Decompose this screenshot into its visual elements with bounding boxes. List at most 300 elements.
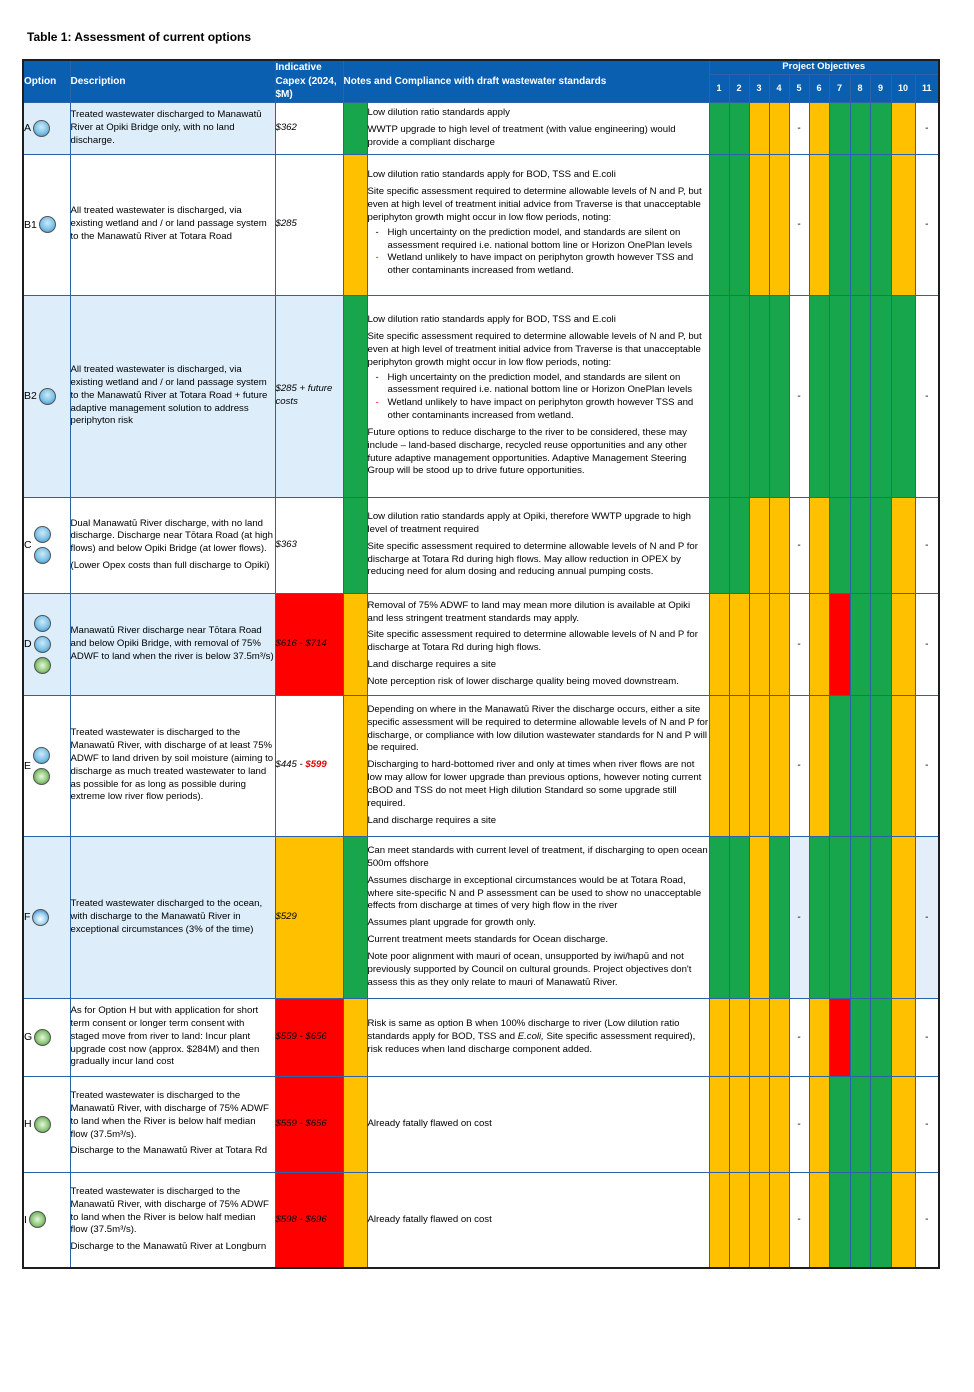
objective-1-cell bbox=[709, 154, 729, 295]
compliance-strip bbox=[343, 836, 367, 998]
capex-cell bbox=[275, 154, 343, 295]
notes-cell bbox=[367, 695, 709, 836]
objective-not-applicable: - bbox=[925, 1214, 929, 1226]
objective-not-applicable: - bbox=[797, 760, 801, 772]
description-text: (Lower Opex costs than full discharge to Opiki) bbox=[70, 560, 270, 572]
description-header: Description bbox=[70, 60, 275, 102]
objective-not-applicable: - bbox=[925, 219, 929, 231]
note-text: Assumes plant upgrade for growth only. bbox=[367, 917, 536, 929]
objective-number-5: 5 bbox=[789, 74, 809, 102]
objective-8-cell bbox=[850, 836, 870, 998]
objective-5-cell bbox=[789, 1172, 809, 1268]
option-icons bbox=[29, 1211, 46, 1228]
objective-2-cell bbox=[729, 836, 749, 998]
note-text: Site specific assessment required to determine allowable levels of N and P, but even at high level of treatment initial advice from Traverse is that unacceptable periphyton growth might occur in low flow periods, noting: bbox=[367, 186, 702, 223]
table-row bbox=[23, 295, 939, 497]
option-label-wrap bbox=[24, 909, 70, 926]
objective-2-cell bbox=[729, 593, 749, 695]
objective-1-cell bbox=[709, 102, 729, 154]
objective-4-cell bbox=[769, 102, 789, 154]
description-text: Treated wastewater is discharged to the Manawatū River, with discharge of 75% ADWF to land when the River is below half median flow (37.5m³/s). bbox=[70, 1185, 269, 1236]
objective-6-cell bbox=[809, 836, 829, 998]
objective-1-cell bbox=[709, 1172, 729, 1268]
option-label-wrap bbox=[24, 526, 70, 564]
objective-number-10: 10 bbox=[891, 74, 915, 102]
option-label: C bbox=[24, 539, 32, 552]
objective-not-applicable: - bbox=[797, 1031, 801, 1043]
objective-11-cell bbox=[915, 154, 939, 295]
objective-1-cell bbox=[709, 497, 729, 593]
land-icon bbox=[34, 1116, 51, 1133]
note-text: Already fatally flawed on cost bbox=[367, 1213, 492, 1225]
note-text: Low dilution ratio standards apply bbox=[367, 106, 510, 118]
objective-8-cell bbox=[850, 1076, 870, 1172]
note-bullet: - High uncertainty on the prediction model, and standards are silent on assessment required i.e. national bottom line or Horizon OnePlan levels bbox=[388, 372, 709, 398]
objective-3-cell bbox=[749, 1076, 769, 1172]
objective-6-cell bbox=[809, 102, 829, 154]
objective-6-cell bbox=[809, 1076, 829, 1172]
objective-5-cell bbox=[789, 295, 809, 497]
objective-3-cell bbox=[749, 295, 769, 497]
compliance-strip bbox=[343, 497, 367, 593]
objective-7-cell bbox=[829, 497, 850, 593]
land-icon bbox=[34, 657, 51, 674]
objective-2-cell bbox=[729, 295, 749, 497]
objective-9-cell bbox=[870, 998, 891, 1076]
note-text: Note poor alignment with mauri of ocean, unsupported by iwi/hapū and not previously supported by Council on cultural grounds. Project objectives don't assess this as they only relate to mauri of Manawatū River. bbox=[367, 950, 692, 988]
objective-11-cell bbox=[915, 593, 939, 695]
river-icon bbox=[34, 547, 51, 564]
description-cell bbox=[70, 102, 275, 154]
land-icon bbox=[29, 1211, 46, 1228]
objective-10-cell bbox=[891, 497, 915, 593]
objective-3-cell bbox=[749, 695, 769, 836]
option-icons bbox=[34, 1116, 51, 1133]
option-icons bbox=[33, 747, 50, 785]
objective-number-8: 8 bbox=[850, 74, 870, 102]
assessment-table bbox=[22, 59, 940, 1269]
option-label-wrap bbox=[24, 1116, 70, 1133]
objective-7-cell bbox=[829, 1076, 850, 1172]
objective-10-cell bbox=[891, 295, 915, 497]
note-text: Assumes discharge in exceptional circumstances would be at Totara Road, where site-specific N and P assessment can be used to show no unacceptable effects from discharge at times of very high flow in the river bbox=[367, 874, 702, 912]
objective-not-applicable: - bbox=[797, 122, 801, 134]
notes-cell bbox=[367, 836, 709, 998]
note-text: Site specific assessment required to determine allowable levels of N and P for discharge at Totara Rd during high flows. bbox=[367, 629, 698, 654]
objective-9-cell bbox=[870, 593, 891, 695]
objective-2-cell bbox=[729, 1172, 749, 1268]
note-text: Can meet standards with current level of treatment, if discharging to open ocean 500m offshore bbox=[367, 845, 708, 869]
objective-number-9: 9 bbox=[870, 74, 891, 102]
note-text: Low dilution ratio standards apply for BOD, TSS and E.coli bbox=[367, 169, 616, 181]
option-label-wrap bbox=[24, 615, 70, 674]
capex-cell bbox=[275, 295, 343, 497]
option-label-wrap bbox=[24, 388, 70, 405]
option-label-wrap bbox=[24, 747, 70, 785]
option-label-wrap bbox=[24, 120, 70, 137]
note-text: Current treatment meets standards for Ocean discharge. bbox=[367, 934, 608, 946]
notes-cell bbox=[367, 593, 709, 695]
notes-cell bbox=[367, 154, 709, 295]
note-text: Land discharge requires a site bbox=[367, 659, 497, 671]
objective-7-cell bbox=[829, 593, 850, 695]
objective-6-cell bbox=[809, 593, 829, 695]
table-row bbox=[23, 998, 939, 1076]
objective-7-cell bbox=[829, 836, 850, 998]
table-row bbox=[23, 497, 939, 593]
objective-1-cell bbox=[709, 836, 729, 998]
objective-7-cell bbox=[829, 1172, 850, 1268]
table-row bbox=[23, 1076, 939, 1172]
notes-cell bbox=[367, 1172, 709, 1268]
objective-4-cell bbox=[769, 836, 789, 998]
option-cell bbox=[23, 593, 70, 695]
objective-2-cell bbox=[729, 998, 749, 1076]
objective-not-applicable: - bbox=[797, 219, 801, 231]
description-cell bbox=[70, 497, 275, 593]
objective-not-applicable: - bbox=[797, 911, 801, 923]
option-label-wrap bbox=[24, 1211, 70, 1228]
objective-not-applicable: - bbox=[925, 122, 929, 134]
option-label: A bbox=[24, 122, 32, 135]
option-label: D bbox=[24, 638, 32, 651]
capex-cell bbox=[275, 1076, 343, 1172]
notes-cell bbox=[367, 497, 709, 593]
note-text bbox=[368, 1018, 709, 1057]
objective-10-cell bbox=[891, 102, 915, 154]
note-text-part: Site specific assessment required), risk reduces when land discharge component added. bbox=[367, 1030, 696, 1055]
description-cell bbox=[70, 154, 275, 295]
note-text: Discharging to hard-bottomed river and only at times when river flows are not low may allow for lower upgrade than previous options, however noting current cBOD and TSS do not meet High dilution Standard so some upgrade still required. bbox=[367, 759, 702, 809]
objective-8-cell bbox=[850, 102, 870, 154]
description-text: Discharge to the Manawatū River at Longburn bbox=[70, 1241, 267, 1253]
notes-cell bbox=[367, 998, 709, 1076]
objective-11-cell bbox=[915, 836, 939, 998]
option-label: I bbox=[24, 1213, 27, 1226]
description-text: Treated wastewater discharged to the ocean, with discharge to the Manawatū River in exceptional circumstances (3% of the time) bbox=[70, 897, 263, 935]
objective-9-cell bbox=[870, 695, 891, 836]
notes-cell bbox=[367, 1076, 709, 1172]
objective-2-cell bbox=[729, 695, 749, 836]
header-row bbox=[23, 60, 939, 74]
objective-5-cell bbox=[789, 102, 809, 154]
objective-number-11: 11 bbox=[915, 74, 939, 102]
objective-11-cell bbox=[915, 695, 939, 836]
objective-4-cell bbox=[769, 593, 789, 695]
objective-2-cell bbox=[729, 1076, 749, 1172]
objective-not-applicable: - bbox=[797, 1214, 801, 1226]
option-header: Option bbox=[23, 60, 70, 102]
objective-10-cell bbox=[891, 154, 915, 295]
notes-cell bbox=[367, 295, 709, 497]
objective-4-cell bbox=[769, 1076, 789, 1172]
objective-10-cell bbox=[891, 1172, 915, 1268]
objective-number-1: 1 bbox=[709, 74, 729, 102]
description-text: As for Option H but with application for short term consent or longer term consent with staged move from river to land: Incur plant upgrade cost now (approx. $284M) and then gradually incur land cost bbox=[70, 1005, 260, 1068]
notes-cell bbox=[367, 102, 709, 154]
objective-1-cell bbox=[709, 695, 729, 836]
objective-8-cell bbox=[850, 695, 870, 836]
option-label-wrap bbox=[24, 216, 70, 233]
objective-not-applicable: - bbox=[797, 390, 801, 402]
objective-10-cell bbox=[891, 836, 915, 998]
capex-cell bbox=[275, 836, 343, 998]
objective-1-cell bbox=[709, 998, 729, 1076]
river-icon bbox=[34, 615, 51, 632]
option-icons bbox=[34, 615, 51, 674]
table-row bbox=[23, 102, 939, 154]
capex-cell bbox=[275, 1172, 343, 1268]
objective-not-applicable: - bbox=[925, 760, 929, 772]
objective-7-cell bbox=[829, 998, 850, 1076]
option-cell bbox=[23, 836, 70, 998]
capex-value-low: $445 - bbox=[275, 759, 306, 771]
objective-8-cell bbox=[850, 497, 870, 593]
river-icon bbox=[33, 747, 50, 764]
river-icon bbox=[34, 526, 51, 543]
capex-value: $362 bbox=[275, 121, 297, 133]
capex-value: $285 + future costs bbox=[275, 383, 333, 408]
option-cell bbox=[23, 1172, 70, 1268]
description-text: Treated wastewater discharged to Manawatū River at Opiki Bridge only, with no land discharge. bbox=[70, 108, 262, 146]
objective-10-cell bbox=[891, 1076, 915, 1172]
objective-9-cell bbox=[870, 836, 891, 998]
compliance-strip bbox=[343, 154, 367, 295]
objective-8-cell bbox=[850, 154, 870, 295]
objective-5-cell bbox=[789, 695, 809, 836]
objective-11-cell bbox=[915, 102, 939, 154]
option-icons bbox=[33, 120, 50, 137]
option-cell bbox=[23, 295, 70, 497]
option-label: E bbox=[24, 759, 32, 772]
description-text: Treated wastewater is discharged to the Manawatū River, with discharge of at least 75% ADWF to land driven by soil moisture (aiming to discharge as much treated wastewater to land as possible for as long as possible during extreme low river flow periods). bbox=[70, 727, 274, 803]
option-icons bbox=[34, 526, 51, 564]
compliance-strip bbox=[343, 295, 367, 497]
objective-9-cell bbox=[870, 1076, 891, 1172]
project-objectives-header: Project Objectives bbox=[709, 60, 939, 74]
objective-not-applicable: - bbox=[797, 539, 801, 551]
objective-7-cell bbox=[829, 295, 850, 497]
option-label: G bbox=[24, 1031, 33, 1044]
river-icon bbox=[33, 120, 50, 137]
objective-8-cell bbox=[850, 998, 870, 1076]
objective-4-cell bbox=[769, 497, 789, 593]
objective-not-applicable: - bbox=[797, 638, 801, 650]
description-text: Manawatū River discharge near Tōtara Road and below Opiki Bridge, with removal of 75% ADWF to land when the river is below 37.5m³/s) bbox=[70, 624, 274, 662]
note-text: Removal of 75% ADWF to land may mean more dilution is available at Opiki and less stringent treatment standards may apply. bbox=[367, 599, 691, 624]
ocean-icon bbox=[32, 909, 49, 926]
description-cell bbox=[70, 836, 275, 998]
description-cell bbox=[70, 695, 275, 836]
objective-not-applicable: - bbox=[925, 1031, 929, 1043]
objective-6-cell bbox=[809, 998, 829, 1076]
objective-8-cell bbox=[850, 593, 870, 695]
objective-7-cell bbox=[829, 102, 850, 154]
description-cell bbox=[70, 998, 275, 1076]
description-text: Discharge to the Manawatū River at Totara Rd bbox=[70, 1145, 268, 1157]
note-text: Site specific assessment required to determine allowable levels of N and P, but even at high level of treatment initial advice from Traverse is that unacceptable periphyton growth might occur in low flow periods, noting: bbox=[367, 331, 702, 368]
compliance-strip bbox=[343, 102, 367, 154]
capex-cell bbox=[275, 593, 343, 695]
capex-value: $598 - $696 bbox=[275, 1213, 327, 1225]
objective-4-cell bbox=[769, 1172, 789, 1268]
option-label-wrap bbox=[24, 1029, 70, 1046]
objective-2-cell bbox=[729, 154, 749, 295]
capex-cell bbox=[275, 102, 343, 154]
objective-11-cell bbox=[915, 1076, 939, 1172]
option-label: B2 bbox=[24, 390, 37, 403]
capex-value: $285 bbox=[275, 218, 297, 230]
objective-number-7: 7 bbox=[829, 74, 850, 102]
objective-number-2: 2 bbox=[729, 74, 749, 102]
note-bullet: - Wetland unlikely to have impact on periphyton growth however TSS and other contaminants increased from wetland. bbox=[388, 252, 709, 278]
note-bullet: - High uncertainty on the prediction model, and standards are silent on assessment required i.e. national bottom line or Horizon OnePlan levels bbox=[388, 227, 709, 253]
objective-6-cell bbox=[809, 154, 829, 295]
objective-1-cell bbox=[709, 593, 729, 695]
option-cell bbox=[23, 1076, 70, 1172]
table-row bbox=[23, 695, 939, 836]
option-label: F bbox=[24, 911, 31, 924]
objective-4-cell bbox=[769, 154, 789, 295]
objective-4-cell bbox=[769, 295, 789, 497]
notes-header: Notes and Compliance with draft wastewater standards bbox=[343, 60, 709, 102]
river-icon bbox=[34, 636, 51, 653]
description-text: All treated wastewater is discharged, via existing wetland and / or land passage system to the Manawatū River at Totara Road + future adaptive management solution to address periphyton risk bbox=[70, 364, 268, 427]
objective-3-cell bbox=[749, 497, 769, 593]
option-icons bbox=[32, 909, 49, 926]
objective-9-cell bbox=[870, 497, 891, 593]
objective-10-cell bbox=[891, 695, 915, 836]
option-label: H bbox=[24, 1118, 32, 1131]
option-cell bbox=[23, 998, 70, 1076]
capex-cell bbox=[275, 998, 343, 1076]
note-bullets bbox=[368, 227, 709, 278]
compliance-strip bbox=[343, 998, 367, 1076]
objective-5-cell bbox=[789, 1076, 809, 1172]
note-bullets bbox=[368, 372, 709, 423]
description-cell bbox=[70, 1076, 275, 1172]
note-text: Site specific assessment required to determine allowable levels of N and P for discharge at Totara Rd during high flows. May allow reduction in OPEX by reducing need for alum dosing and reducing annual pumping costs. bbox=[367, 540, 698, 578]
objective-10-cell bbox=[891, 998, 915, 1076]
objective-3-cell bbox=[749, 1172, 769, 1268]
objective-5-cell bbox=[789, 593, 809, 695]
table-row bbox=[23, 154, 939, 295]
table-row bbox=[23, 1172, 939, 1268]
land-icon bbox=[33, 768, 50, 785]
note-bullet: - Wetland unlikely to have impact on periphyton growth however TSS and other contaminants increased from wetland. bbox=[388, 397, 709, 423]
table-row bbox=[23, 836, 939, 998]
note-text: Land discharge requires a site bbox=[367, 814, 497, 826]
objective-6-cell bbox=[809, 497, 829, 593]
description-cell bbox=[70, 1172, 275, 1268]
objective-3-cell bbox=[749, 836, 769, 998]
description-text: All treated wastewater is discharged, via existing wetland and / or land passage system to the Manawatū River at Totara Road bbox=[70, 205, 267, 243]
objective-11-cell bbox=[915, 998, 939, 1076]
description-cell bbox=[70, 295, 275, 497]
river-icon bbox=[39, 388, 56, 405]
objective-3-cell bbox=[749, 593, 769, 695]
objective-6-cell bbox=[809, 295, 829, 497]
option-icons bbox=[39, 388, 56, 405]
objective-6-cell bbox=[809, 695, 829, 836]
objective-number-3: 3 bbox=[749, 74, 769, 102]
objective-3-cell bbox=[749, 102, 769, 154]
capex-cell bbox=[275, 695, 343, 836]
capex-value: $363 bbox=[275, 538, 297, 550]
capex-value: $529 bbox=[275, 910, 297, 922]
note-text: Low dilution ratio standards apply for BOD, TSS and E.coli bbox=[367, 314, 616, 326]
note-text: Depending on where in the Manawatū River the discharge occurs, either a site specific assessment will be required to determine allowable levels of N and P for discharge, or compliance with low dilution wastewater standards for N and P will be required. bbox=[367, 703, 709, 754]
objective-5-cell bbox=[789, 836, 809, 998]
objective-1-cell bbox=[709, 295, 729, 497]
compliance-strip bbox=[343, 695, 367, 836]
capex-header: Indicative Capex (2024, $M) bbox=[275, 60, 343, 102]
option-label: B1 bbox=[24, 218, 37, 231]
capex-cell bbox=[275, 497, 343, 593]
objective-not-applicable: - bbox=[797, 1118, 801, 1130]
objective-3-cell bbox=[749, 154, 769, 295]
river-icon bbox=[39, 216, 56, 233]
note-text-italic: E.coli, bbox=[517, 1030, 544, 1042]
objective-11-cell bbox=[915, 497, 939, 593]
option-cell bbox=[23, 497, 70, 593]
capex-value: $559 - $656 bbox=[275, 1117, 327, 1129]
objective-9-cell bbox=[870, 295, 891, 497]
objective-5-cell bbox=[789, 497, 809, 593]
objective-not-applicable: - bbox=[925, 539, 929, 551]
note-text-part: Risk is same as option B when 100% discharge to river (Low dilution ratio standards apply for BOD, TSS and bbox=[367, 1017, 680, 1042]
objective-9-cell bbox=[870, 1172, 891, 1268]
objective-5-cell bbox=[789, 998, 809, 1076]
objective-11-cell bbox=[915, 1172, 939, 1268]
objective-not-applicable: - bbox=[925, 638, 929, 650]
objective-8-cell bbox=[850, 1172, 870, 1268]
table-row bbox=[23, 593, 939, 695]
objective-9-cell bbox=[870, 102, 891, 154]
capex-value: $616 - $714 bbox=[275, 637, 327, 649]
compliance-strip bbox=[343, 1076, 367, 1172]
option-cell bbox=[23, 154, 70, 295]
land-icon bbox=[34, 1029, 51, 1046]
objective-4-cell bbox=[769, 695, 789, 836]
objective-9-cell bbox=[870, 154, 891, 295]
note-text: Already fatally flawed on cost bbox=[367, 1117, 492, 1129]
objective-number-4: 4 bbox=[769, 74, 789, 102]
objective-5-cell bbox=[789, 154, 809, 295]
capex-value-high: $599 bbox=[305, 759, 327, 771]
objective-not-applicable: - bbox=[925, 390, 929, 402]
objective-1-cell bbox=[709, 1076, 729, 1172]
option-icons bbox=[39, 216, 56, 233]
option-icons bbox=[34, 1029, 51, 1046]
objective-7-cell bbox=[829, 695, 850, 836]
objective-3-cell bbox=[749, 998, 769, 1076]
note-text: Low dilution ratio standards apply at Opiki, therefore WWTP upgrade to high level of treatment required bbox=[367, 511, 692, 535]
note-text: Note perception risk of lower discharge quality being moved downstream. bbox=[367, 675, 679, 687]
description-text: Treated wastewater is discharged to the Manawatū River, with discharge of 75% ADWF to land when the River is below half median flow (37.5m³/s). bbox=[70, 1090, 269, 1140]
note-text: WWTP upgrade to high level of treatment (with value engineering) would provide a compliant discharge bbox=[367, 123, 676, 148]
note-text: Future options to reduce discharge to the river to be considered, these may include – land-based discharge, recycled reuse opportunities and any other future adaptive management opportunities. Adaptive Management Steering Group will be stood up to drive future opportunities. bbox=[367, 426, 687, 477]
compliance-strip bbox=[343, 1172, 367, 1268]
objective-2-cell bbox=[729, 497, 749, 593]
option-cell bbox=[23, 695, 70, 836]
objective-not-applicable: - bbox=[925, 1118, 929, 1130]
objective-10-cell bbox=[891, 593, 915, 695]
objective-number-6: 6 bbox=[809, 74, 829, 102]
objective-6-cell bbox=[809, 1172, 829, 1268]
table-title: Table 1: Assessment of current options bbox=[27, 30, 252, 44]
objective-not-applicable: - bbox=[925, 911, 929, 923]
